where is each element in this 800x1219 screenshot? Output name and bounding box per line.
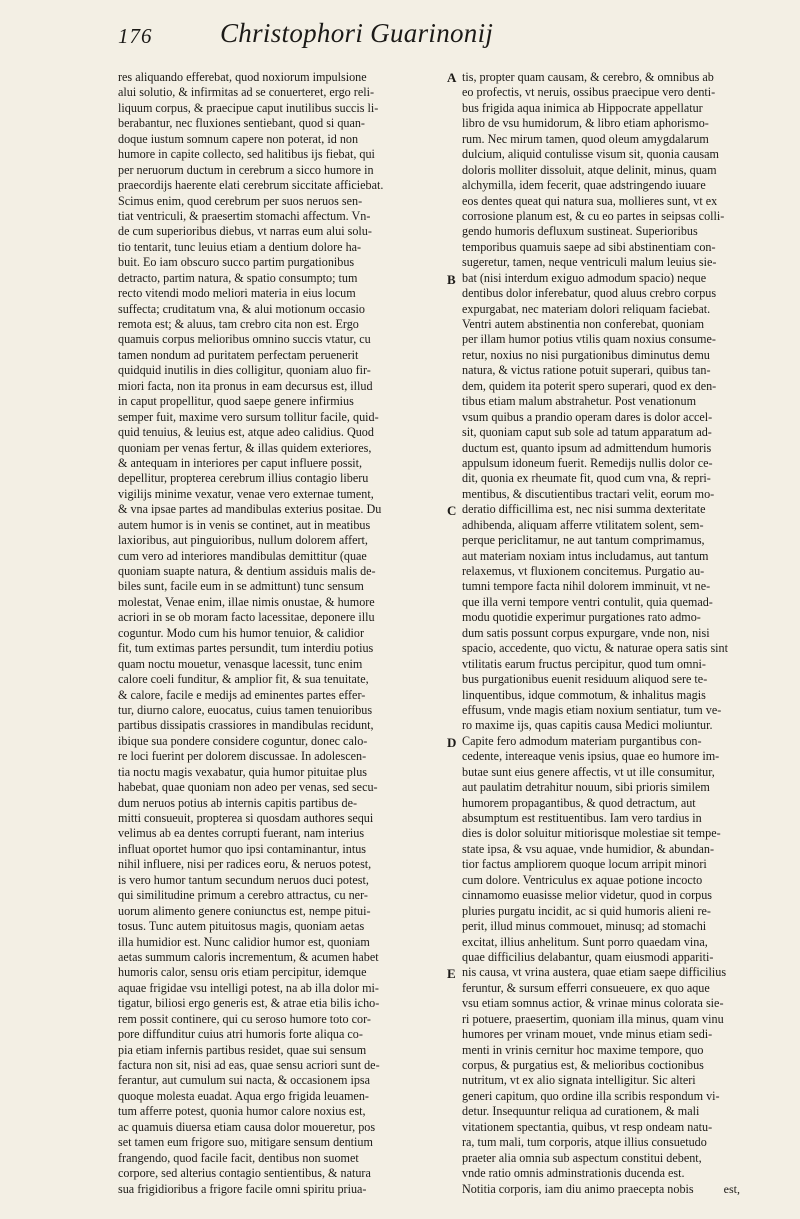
text-line: aquae frigidae vsu intelligi potest, na ab illa dolor mi- bbox=[118, 980, 379, 995]
text-line: bat (nisi interdum exiguo admodum spacio) neque bbox=[462, 270, 707, 285]
text-line: tigatur, biliosi ergo generis est, & atrae etia bilis icho- bbox=[118, 996, 380, 1011]
text-line: tior factus ampliorem quoque locum arripit minori bbox=[462, 857, 707, 872]
text-line: tia noctu magis vexabatur, quia humor pituitae plus bbox=[118, 764, 368, 779]
text-line: alui solutio, & infirmitas ad se conuerteret, ergo reli- bbox=[118, 85, 375, 100]
text-line: temporibus quamuis saepe ad sibi abstinentiam con- bbox=[462, 239, 716, 254]
text-line: quamuis corpus melioribus omnino succis vtatur, cu bbox=[118, 332, 371, 347]
right-text-column bbox=[462, 70, 788, 1197]
text-line: doque iustum somnum capere non poterat, id non bbox=[118, 131, 359, 146]
text-line: excitat, illius anhelitum. Sunt porro quaedam vina, bbox=[462, 934, 708, 949]
text-line: dies is dolor soluitur mitiorisque molestiae sit tempe- bbox=[462, 826, 721, 841]
text-line: re loci fuerint per dolorem discussae. In adolescen- bbox=[118, 749, 367, 764]
text-line: expurgabat, nec materiam dolori reliquam faciebat. bbox=[462, 301, 711, 316]
text-line: vsum quibus a prandio operam dares is dolor accel- bbox=[462, 409, 713, 424]
text-line: cum dolore. Ventriculus ex aquae potione incocto bbox=[462, 872, 703, 887]
text-line: vitationem spectantia, quibus, vt resp ondeam natu- bbox=[462, 1119, 713, 1134]
text-line: autem humor is in venis se continet, aut in meatibus bbox=[118, 517, 371, 532]
text-line: corrosione planum est, & cu eo partes in seipsas colli- bbox=[462, 208, 725, 223]
text-line: vigilijs minime vexatur, venae vero externae tument, bbox=[118, 486, 374, 501]
text-line: depellitur, propterea cerebrum illius contagio liberu bbox=[118, 471, 369, 486]
text-line: aetas summum caloris incrementum, & acumen habet bbox=[118, 949, 379, 964]
text-line: eo profectis, vt neruis, ossibus praecipue vero denti- bbox=[462, 85, 716, 100]
text-line: cinnamomo euasisse melior videtur, quod in corpus bbox=[462, 888, 713, 903]
text-line: humores per vrinam mouet, vnde minus etiam sedi- bbox=[462, 1027, 713, 1042]
margin-mark-b: B bbox=[447, 272, 456, 287]
text-line: bus purgationibus euenit residuum aliquod sere te- bbox=[462, 672, 708, 687]
text-line: vnde ratio omnis adminstrationis ducenda est. bbox=[462, 1166, 685, 1181]
text-line: nutritum, vt ex alio signata intelligitur. Sic alteri bbox=[462, 1073, 696, 1088]
text-line: butae sunt eius genere affectis, vt ut ille consumitur, bbox=[462, 764, 715, 779]
text-line: ductum est, quanto ipsum ad admittendum humoris bbox=[462, 440, 712, 455]
text-line: sugeretur, tamen, neque ventriculi malum leuius sie- bbox=[462, 255, 717, 270]
text-line: state ipsa, & vsu aquae, vnde humidior, & abundan- bbox=[462, 841, 715, 856]
text-line: appulsum idoneum fuerit. Remedijs nullis dolor ce- bbox=[462, 455, 713, 470]
text-line: feruntur, & sursum efferri consueuere, ex quo aque bbox=[462, 980, 710, 995]
text-line: tur, diurno calore, euocatus, cuius tamen tenuioribus bbox=[118, 702, 373, 717]
text-line: liquum corpus, & praecipue caput inutilibus succis li- bbox=[118, 100, 379, 115]
text-line: generi capitum, quo ordine illa scribis respondum vi- bbox=[462, 1088, 720, 1103]
text-line: menti in vrinis cernitur hoc maxime tempore, quo bbox=[462, 1042, 704, 1057]
text-line: spacio, accedente, quo victu, & naturae opera satis sint bbox=[462, 641, 728, 656]
text-line: per illam humor potius vtilis quam noxius consume- bbox=[462, 332, 716, 347]
text-line: aut paulatim detrahitur nouum, sibi prioris similem bbox=[462, 780, 710, 795]
text-line: natura, & victus ratione potuit superari, quibus tan- bbox=[462, 363, 711, 378]
text-line: factura non sit, nisi ad eas, quae sensu acriori sunt de- bbox=[118, 1058, 380, 1072]
text-line: ri potuere, praesertim, quoniam illa minus, quam vinu bbox=[462, 1011, 724, 1026]
text-line: tosus. Tunc autem pituitosus magis, quoniam aetas bbox=[118, 919, 365, 934]
text-line: dit, quonia ex rheumate fit, quod cum vna, & repri- bbox=[462, 471, 711, 486]
text-line: is vero humor tantum secundum neruos duci potest, bbox=[118, 872, 369, 887]
text-line: quidquid inutilis in dies colligitur, quoniam aluo fir- bbox=[118, 363, 371, 378]
page-header bbox=[0, 12, 800, 60]
text-line: semper fuit, maxime vero sursum tollitur facile, quid- bbox=[118, 409, 379, 424]
text-line: per neruorum ductum in cerebrum a sicco humore in bbox=[118, 162, 374, 177]
text-line: coguntur. Modo cum his humor tenuior, & calidior bbox=[118, 625, 365, 640]
text-line: tibus etiam malum abstrahetur. Post venationum bbox=[462, 394, 697, 409]
text-line: ferantur, aut cumulum sui nacta, & occasionem ipsa bbox=[118, 1073, 371, 1088]
text-line: effusum, vnde magis etiam noxium sentiatur, tum ve- bbox=[462, 702, 722, 717]
text-line: qui similitudine primum a cerebro attractus, cu ner- bbox=[118, 888, 368, 903]
text-line: ra, tum mali, tum corporis, atque illius consuetudo bbox=[462, 1135, 707, 1150]
text-line: nihil influere, nisi per radices eoru, & neruos potest, bbox=[118, 857, 372, 872]
text-line: perit, illud minus commouet, minusq; ad stomachi bbox=[462, 919, 707, 934]
text-line: vtilitatis earum fructus percipitur, quod tum omni- bbox=[462, 656, 706, 671]
text-line: alchymilla, idem fecerit, quae adstringendo iuuare bbox=[462, 178, 706, 193]
text-line: Notitia corporis, iam diu animo praecepta nobis bbox=[462, 1181, 694, 1196]
text-line: Scimus enim, quod cerebrum per suos neruos sen- bbox=[118, 193, 363, 208]
text-line: de cum superioribus diebus, vt narras eum alui solu- bbox=[118, 224, 372, 239]
text-line: dum neruos potius ab internis capitis partibus de- bbox=[118, 795, 358, 810]
text-line: tum afferre potest, quonia humor calore noxius est, bbox=[118, 1104, 366, 1119]
text-line: quam noctu mouetur, venasque lacessit, tunc enim bbox=[118, 656, 363, 671]
text-line: nis causa, vt vrina austera, quae etiam saepe difficilius bbox=[462, 965, 727, 980]
text-line: tis, propter quam causam, & cerebro, & omnibus ab bbox=[462, 70, 714, 84]
catchword: est, bbox=[723, 1182, 740, 1196]
text-line: remota est; & aluus, tam crebro cita non est. Ergo bbox=[118, 317, 359, 331]
text-line: calore coeli funditur, & amplior fit, & sua tenuitate, bbox=[118, 672, 369, 687]
text-line: praecordijs haerente elati cerebrum siccitate afficiebat. bbox=[118, 178, 384, 193]
text-line: tumni tempore facta nihil dolorem imminuit, vt ne- bbox=[462, 579, 711, 594]
text-line: & vna ipsae partes ad mandibulas exterius positae. Du bbox=[118, 502, 382, 517]
text-line: Capite fero admodum materiam purgantibus con- bbox=[462, 733, 702, 748]
text-line: illa humidior est. Nunc calidior humor est, quoniam bbox=[118, 934, 370, 949]
text-line: aut materiam noxiam intus includamus, aut tantum bbox=[462, 548, 709, 563]
text-line: libro de vsu humidorum, & libro etiam aphorismo- bbox=[462, 116, 709, 131]
text-line: gendo humoris defluxum sustineat. Superioribus bbox=[462, 224, 698, 239]
text-line: cum vero ad interiores mandibulas demittitur (quae bbox=[118, 548, 367, 563]
text-line: mitti consueuit, propterea si quosdam authores sequi bbox=[118, 811, 374, 825]
text-line: in caput propellitur, quod saepe genere infirmius bbox=[118, 394, 354, 409]
text-line: pore diffunditur cuius atri humoris forte aliqua co- bbox=[118, 1027, 363, 1042]
text-line: quoniam per venas fertur, & illas quidem exteriores, bbox=[118, 440, 372, 455]
text-line: que illa verni tempore ventri contulit, quia quemad- bbox=[462, 594, 713, 609]
text-line: velimus ab ea dentes corrupti fuerant, nam interius bbox=[118, 826, 365, 841]
text-line: partibus dissipatis crassiores in mandibulas recidunt, bbox=[118, 718, 374, 733]
text-line: mentibus, & discutientibus tractari velit, eorum mo- bbox=[462, 486, 715, 501]
text-line: fit, tum extimas partes persundit, tum interdiu potius bbox=[118, 641, 374, 656]
text-line: bus frigida aqua inimica ab Hippocrate appellatur bbox=[462, 100, 703, 115]
text-line: miori facta, non ita pronus in eam decursus est, illud bbox=[118, 378, 373, 393]
text-line: tio tentarit, tunc leuius etiam a dentium dolore ha- bbox=[118, 239, 362, 254]
page-number: 176 bbox=[118, 24, 153, 48]
left-text-column bbox=[118, 70, 444, 1197]
text-line: quoniam suapte natura, & dentium assiduis malis de- bbox=[118, 564, 376, 578]
text-line: habebat, quae quoniam non adeo per venas, sed secu- bbox=[118, 780, 378, 795]
text-line: cedente, intereaque venis ipsius, quae eo humore im- bbox=[462, 749, 720, 764]
margin-mark-a: A bbox=[447, 70, 457, 85]
text-line: pia etiam infernis partibus residet, quae sui sensum bbox=[118, 1042, 367, 1057]
text-line: ro maxime ijs, quas capitis causa Medici moliuntur. bbox=[462, 718, 713, 733]
text-line: dem, quidem ita poterit spero superari, quod ex den- bbox=[462, 378, 717, 393]
text-line: praeter alia omnia sub aspectum constitui debent, bbox=[462, 1150, 702, 1165]
text-line: & calore, facile e medijs ad eminentes partes effer- bbox=[118, 687, 366, 702]
text-line: modu quotidie experimur purgationes rato admo- bbox=[462, 610, 701, 625]
text-line: acriori in se ob moram facto lacessitae, deponere illu bbox=[118, 610, 375, 625]
text-line: doloris molliter dissoluit, atque delinit, minus, quam bbox=[462, 162, 717, 177]
text-line: frangendo, quod facile facit, dentibus non suomet bbox=[118, 1150, 359, 1165]
text-line: corpore, sed alterius contagio sentientibus, & natura bbox=[118, 1166, 371, 1181]
text-line: detracto, partim natura, & spatio consumpto; tum bbox=[118, 270, 358, 285]
text-line: tiat ventriculi, & praesertim stomachi affectum. Vn- bbox=[118, 208, 371, 223]
text-line: influat oportet humor quo ipsi contaminantur, intus bbox=[118, 841, 367, 856]
text-line: adhibenda, aliquam afferre vtilitatem solent, sem- bbox=[462, 517, 704, 532]
text-line: dentibus dolor inferebatur, quod aluus crebro corpus bbox=[462, 286, 717, 301]
text-line: molestat, Venae enim, illae nimis onustae, & humore bbox=[118, 594, 375, 609]
margin-mark-e: E bbox=[447, 966, 456, 981]
running-head: Christophori Guarinonij bbox=[220, 18, 494, 48]
text-line: quoque molesta euadat. Aqua ergo frigida leuamen- bbox=[118, 1088, 369, 1103]
text-line: ibique sua pondere considere coguntur, donec calo- bbox=[118, 733, 368, 748]
text-line: absumptum est restituentibus. Iam vero tardius in bbox=[462, 811, 702, 825]
text-line: biles sunt, facile eum in se admittunt) tunc sensum bbox=[118, 579, 364, 594]
text-line: eos dentes queat qui natura sua, mollieres sunt, vt ex bbox=[462, 193, 718, 208]
text-line: berabantur, nec fluxiones sentiebant, quod si quan- bbox=[118, 116, 365, 131]
text-line: sua frigidioribus a frigore facile omni spiritu priua- bbox=[118, 1181, 367, 1196]
text-line: rem possit continere, qui cu seroso humore toto cor- bbox=[118, 1011, 371, 1026]
text-line: tamen nondum ad puritatem perfectam peruenerit bbox=[118, 347, 359, 362]
text-line: corpus, & purgatius est, & melioribus coctionibus bbox=[462, 1058, 704, 1072]
text-line: quid tenuius, & leuius est, atque adeo calidius. Quod bbox=[118, 425, 374, 440]
margin-mark-c: C bbox=[447, 503, 457, 518]
text-line: laxioribus, aut pinguioribus, nullum dolorem affert, bbox=[118, 533, 368, 548]
text-line: quae difficilius delabantur, quam eiusmodi appariti- bbox=[462, 949, 714, 964]
text-line: dum satis possunt corpus expurgare, vnde non, nisi bbox=[462, 625, 710, 640]
text-line: linquentibus, idque commotum, & inhalitus magis bbox=[462, 687, 706, 702]
text-line: relaxemus, vt fluxionem concitemus. Purgatio au- bbox=[462, 564, 705, 578]
text-line: pluries purgatu incidit, ac si quid humoris alieni re- bbox=[462, 903, 711, 918]
margin-mark-d: D bbox=[447, 735, 457, 750]
text-line: detur. Insequuntur reliqua ad curationem, & mali bbox=[462, 1104, 700, 1119]
text-line: suffecta; cruditatum vna, & alui motionum occasio bbox=[118, 301, 365, 316]
text-line: res aliquando efferebat, quod noxiorum impulsione bbox=[118, 70, 367, 84]
text-line: vsu etiam somnus actior, & vrinae minus colorata sie- bbox=[462, 996, 724, 1011]
text-line: humoris calor, sensu oris etiam percipitur, idemque bbox=[118, 965, 367, 980]
text-line: perque periclitamur, ne aut tantum comprimamus, bbox=[462, 533, 705, 548]
text-line: uorum alimento genere coniunctus est, nempe pitui- bbox=[118, 903, 371, 918]
text-line: retur, noxius no nisi purgationibus diminutus demu bbox=[462, 347, 710, 362]
text-line: dulcium, aliquid contulisse visum sit, quonia causam bbox=[462, 147, 719, 162]
text-line: recto vitendi modo meliori materia in eius locum bbox=[118, 286, 356, 301]
text-line: Ventri autem abstinentia non conferebat, quoniam bbox=[462, 317, 705, 331]
text-line: buit. Eo iam obscuro succo partim purgationibus bbox=[118, 255, 355, 270]
text-line: rum. Nec mirum tamen, quod oleum amygdalarum bbox=[462, 131, 709, 146]
text-line: deratio difficillima est, nec nisi summa dexteritate bbox=[462, 502, 706, 517]
text-line: ac quamuis diuersa etiam causa dolor moueretur, pos bbox=[118, 1119, 376, 1134]
text-line: humorem propagantibus, & quod detractum, aut bbox=[462, 795, 696, 810]
text-line: humore in capite collecto, sed halitibus ijs fiebat, qui bbox=[118, 147, 375, 162]
text-line: set tamen eum frigore suo, mitigare sensum dentium bbox=[118, 1135, 373, 1150]
text-line: sit, quoniam caput sub sole ad tatum apparatum ad- bbox=[462, 425, 712, 440]
text-line: & antequam in interiores per caput influere possit, bbox=[118, 455, 363, 470]
